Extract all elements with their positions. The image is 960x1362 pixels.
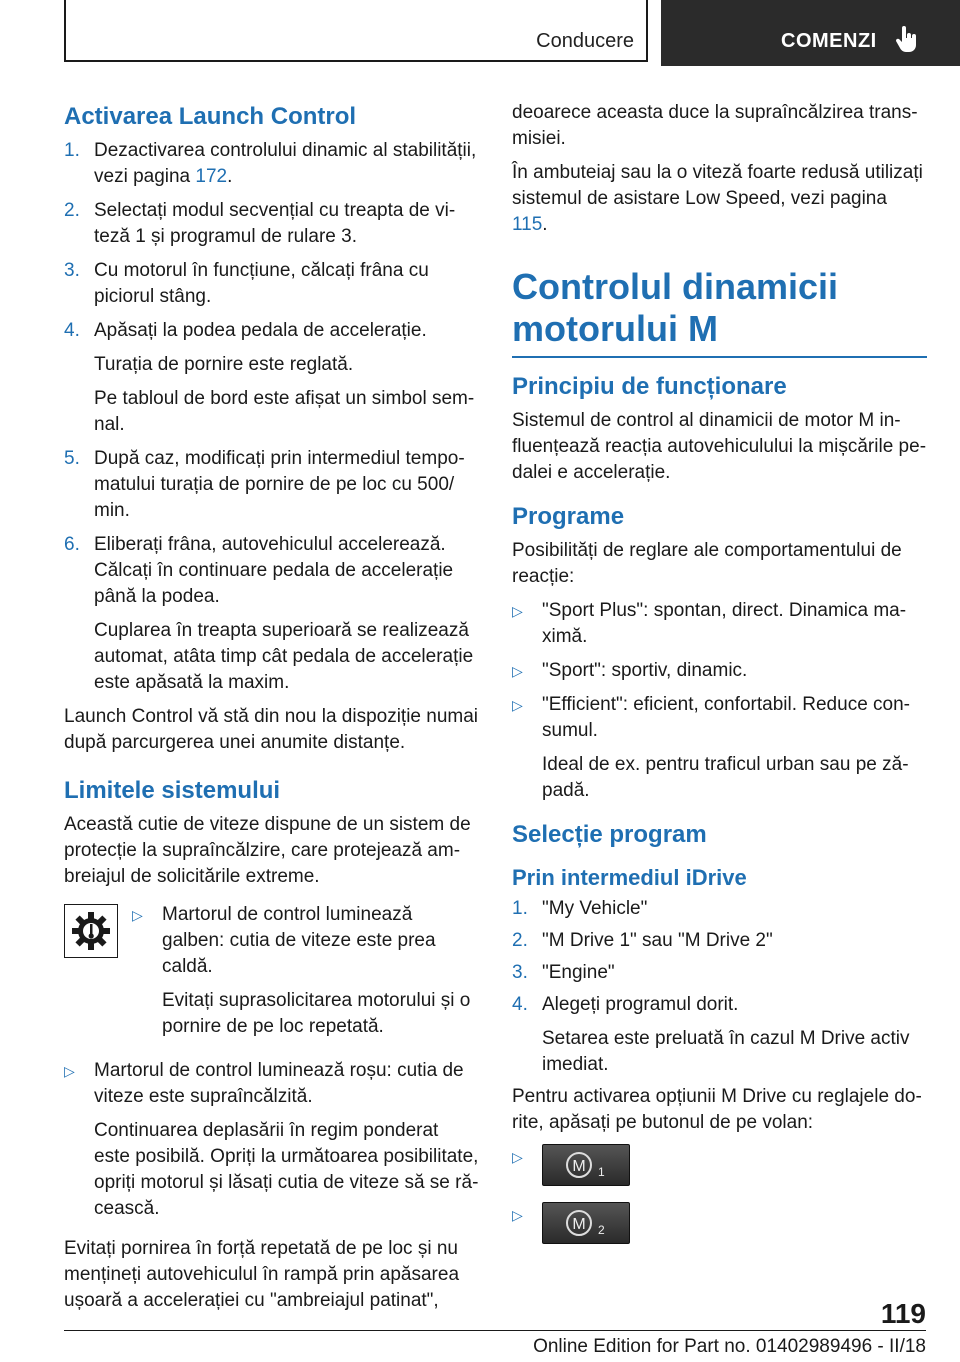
footer-divider (64, 1330, 926, 1331)
list-item: ▷ "Efficient": eficient, confortabil. Reduce consumul. Ideal de ex. pentru traficul urban sau pe zăpadă. (512, 692, 927, 804)
left-column (64, 100, 479, 1322)
final-text: Evitați pornirea în forță repetată de pe loc și nu mențineți autovehiculul în rampă prin apăsarea ușoară a accelerației cu "ambreiajul patinat", (64, 1238, 460, 1311)
programs-heading: Programe (512, 503, 625, 530)
page-link[interactable]: 115 (512, 214, 543, 235)
list-item: 4. Apăsați la podea pedala de accelerație. Turația de pornire este reglată. Pe tabloul de bord este afișat un simbol semnal. (64, 320, 475, 435)
launch-control-heading: Activarea Launch Control (64, 103, 357, 130)
list-item: 3. "Engine" (512, 962, 615, 983)
list-item: ▷ "Sport": sportiv, dinamic. (512, 658, 927, 684)
list-item: 1. Dezactivarea controlului dinamic al stabilității, vezi pagina 172. (64, 140, 477, 187)
svg-text:2: 2 (598, 1223, 605, 1237)
svg-text:1: 1 (598, 1165, 605, 1179)
pointing-hand-icon (894, 26, 920, 54)
principle-heading: Principiu de funcționare (512, 373, 787, 400)
list-item (512, 1202, 927, 1246)
list-item: ▷ "Sport Plus": spontan, direct. Dinamica maximă. (512, 598, 927, 650)
idrive-heading: Prin intermediul iDrive (512, 865, 747, 890)
svg-text:M: M (572, 1216, 586, 1233)
list-item: ▷ Martorul de control luminează roșu: cutia de viteze este supraîncălzită. Continuarea deplasării în regim ponderat este posibilă. Opriți la următoarea posibilitate, opriți motorul și lăsați cutia de viteze să se răcească. (64, 1058, 479, 1222)
continued-text: deoarece aceasta duce la supraîncălzirea transmisiei. (512, 102, 918, 149)
triangle-bullet-icon: ▷ (512, 1149, 523, 1165)
triangle-bullet-icon: ▷ (512, 1207, 523, 1223)
triangle-bullet-icon: ▷ (64, 1063, 75, 1079)
selection-heading: Selecție program (512, 821, 707, 848)
right-column: deoarece aceasta duce la supraîncălzirea transmisiei. În ambuteiaj sau la o viteză foarte redusă utilizați sistemul de asistare Low Speed, vezi pagina 115. Controlul dinamicii motorului M Principiu de funcționare Sistemul de control al dinamicii de motor M influențează reacția autovehiculului la mișcările pedalei e accelerație. Programe Posibilități de reglare ale comportamentului de reacție: ▷ "Sport Plus": spontan, direct. Dinamica maximă. ▷ "Sport": sportiv, dinamic. ▷ "Efficient": eficient, confortabil. Reduce consumul. Ideal de ex. pentru traficul urban sau pe zăpadă. Selecție program Prin intermediul iDrive 1. "My Vehicle" 2. "M Drive 1" sau "M Drive 2" 3. "Engine" 4. Alegeți programul dorit. Setarea este preluată în cazul M Drive activ imediat. Pentru activarea opțiunii M Drive cu reglajele dorite, apăsați pe butonul de pe volan: ▷ M 1 ▷ M 2 (512, 100, 927, 1254)
main-heading: Controlul dinamicii motorului M (512, 266, 839, 349)
section-label: Conducere (536, 30, 634, 52)
list-item: 4. Alegeți programul dorit. Setarea este preluată în cazul M Drive activ imediat. (512, 994, 910, 1075)
page-link[interactable]: 172 (195, 166, 228, 187)
launch-note: Launch Control vă stă din nou la dispoziție numai după parcurgerea unei anumite distanțe. (64, 706, 479, 753)
list-item: 6. Eliberați frâna, autovehiculul accelerează. Călcați în continuare pedala de accelerație până la podea. Cuplarea în treapta superioară se realizează automat, atâta timp cât pedala de accelerație este apăsată la maxim. (64, 534, 474, 693)
limits-heading: Limitele sistemului (64, 777, 281, 804)
list-item: 2. "M Drive 1" sau "M Drive 2" (512, 930, 773, 951)
transmission-temperature-icon (64, 904, 118, 958)
triangle-bullet-icon: ▷ (512, 603, 523, 619)
m2-steering-button-icon (542, 1202, 630, 1244)
chapter-label: COMENZI (781, 30, 877, 52)
list-item: ▷ Martorul de control luminează galben: cutia de viteze este prea caldă. Evitați suprasolicitarea motorului și o pornire de pe loc repetată. (132, 902, 479, 1040)
svg-text:M: M (572, 1158, 586, 1175)
page-header (0, 0, 960, 66)
heading-divider (512, 356, 927, 358)
triangle-bullet-icon: ▷ (512, 663, 523, 679)
list-item: 1. "My Vehicle" (512, 898, 648, 919)
section-tab (64, 0, 648, 62)
list-item: 3. Cu motorul în funcțiune, călcați frâna cu piciorul stâng. (64, 260, 429, 307)
triangle-bullet-icon: ▷ (512, 697, 523, 713)
triangle-bullet-icon: ▷ (132, 907, 143, 923)
programs-text: Posibilități de reglare ale comportamentului de reacție: (512, 540, 902, 587)
m1-steering-button-icon (542, 1144, 630, 1186)
edition-text: Online Edition for Part no. 01402989496 - II/18 (533, 1336, 926, 1357)
limits-text: Această cutie de viteze dispune de un sistem de protecție la supraîncălzire, care protejează ambreiajul de solicitările extreme. (64, 814, 471, 887)
list-item (512, 1144, 927, 1188)
list-item: 2. Selectați modul secvențial cu treapta de viteză 1 și programul de rulare 3. (64, 200, 456, 247)
principle-text: Sistemul de control al dinamicii de motor M influențează reacția autovehiculului la mișcările pedalei e accelerație. (512, 410, 927, 483)
warning-block (64, 902, 479, 1048)
mdrive-text: Pentru activarea opțiunii M Drive cu reglajele dorite, apăsați pe butonul de pe volan: (512, 1086, 922, 1133)
chapter-tab (661, 0, 960, 66)
list-item: 5. După caz, modificați prin intermediul tempomatului turația de pornire de pe loc cu 500/ min. (64, 448, 465, 521)
page-number: 119 (880, 1298, 926, 1329)
